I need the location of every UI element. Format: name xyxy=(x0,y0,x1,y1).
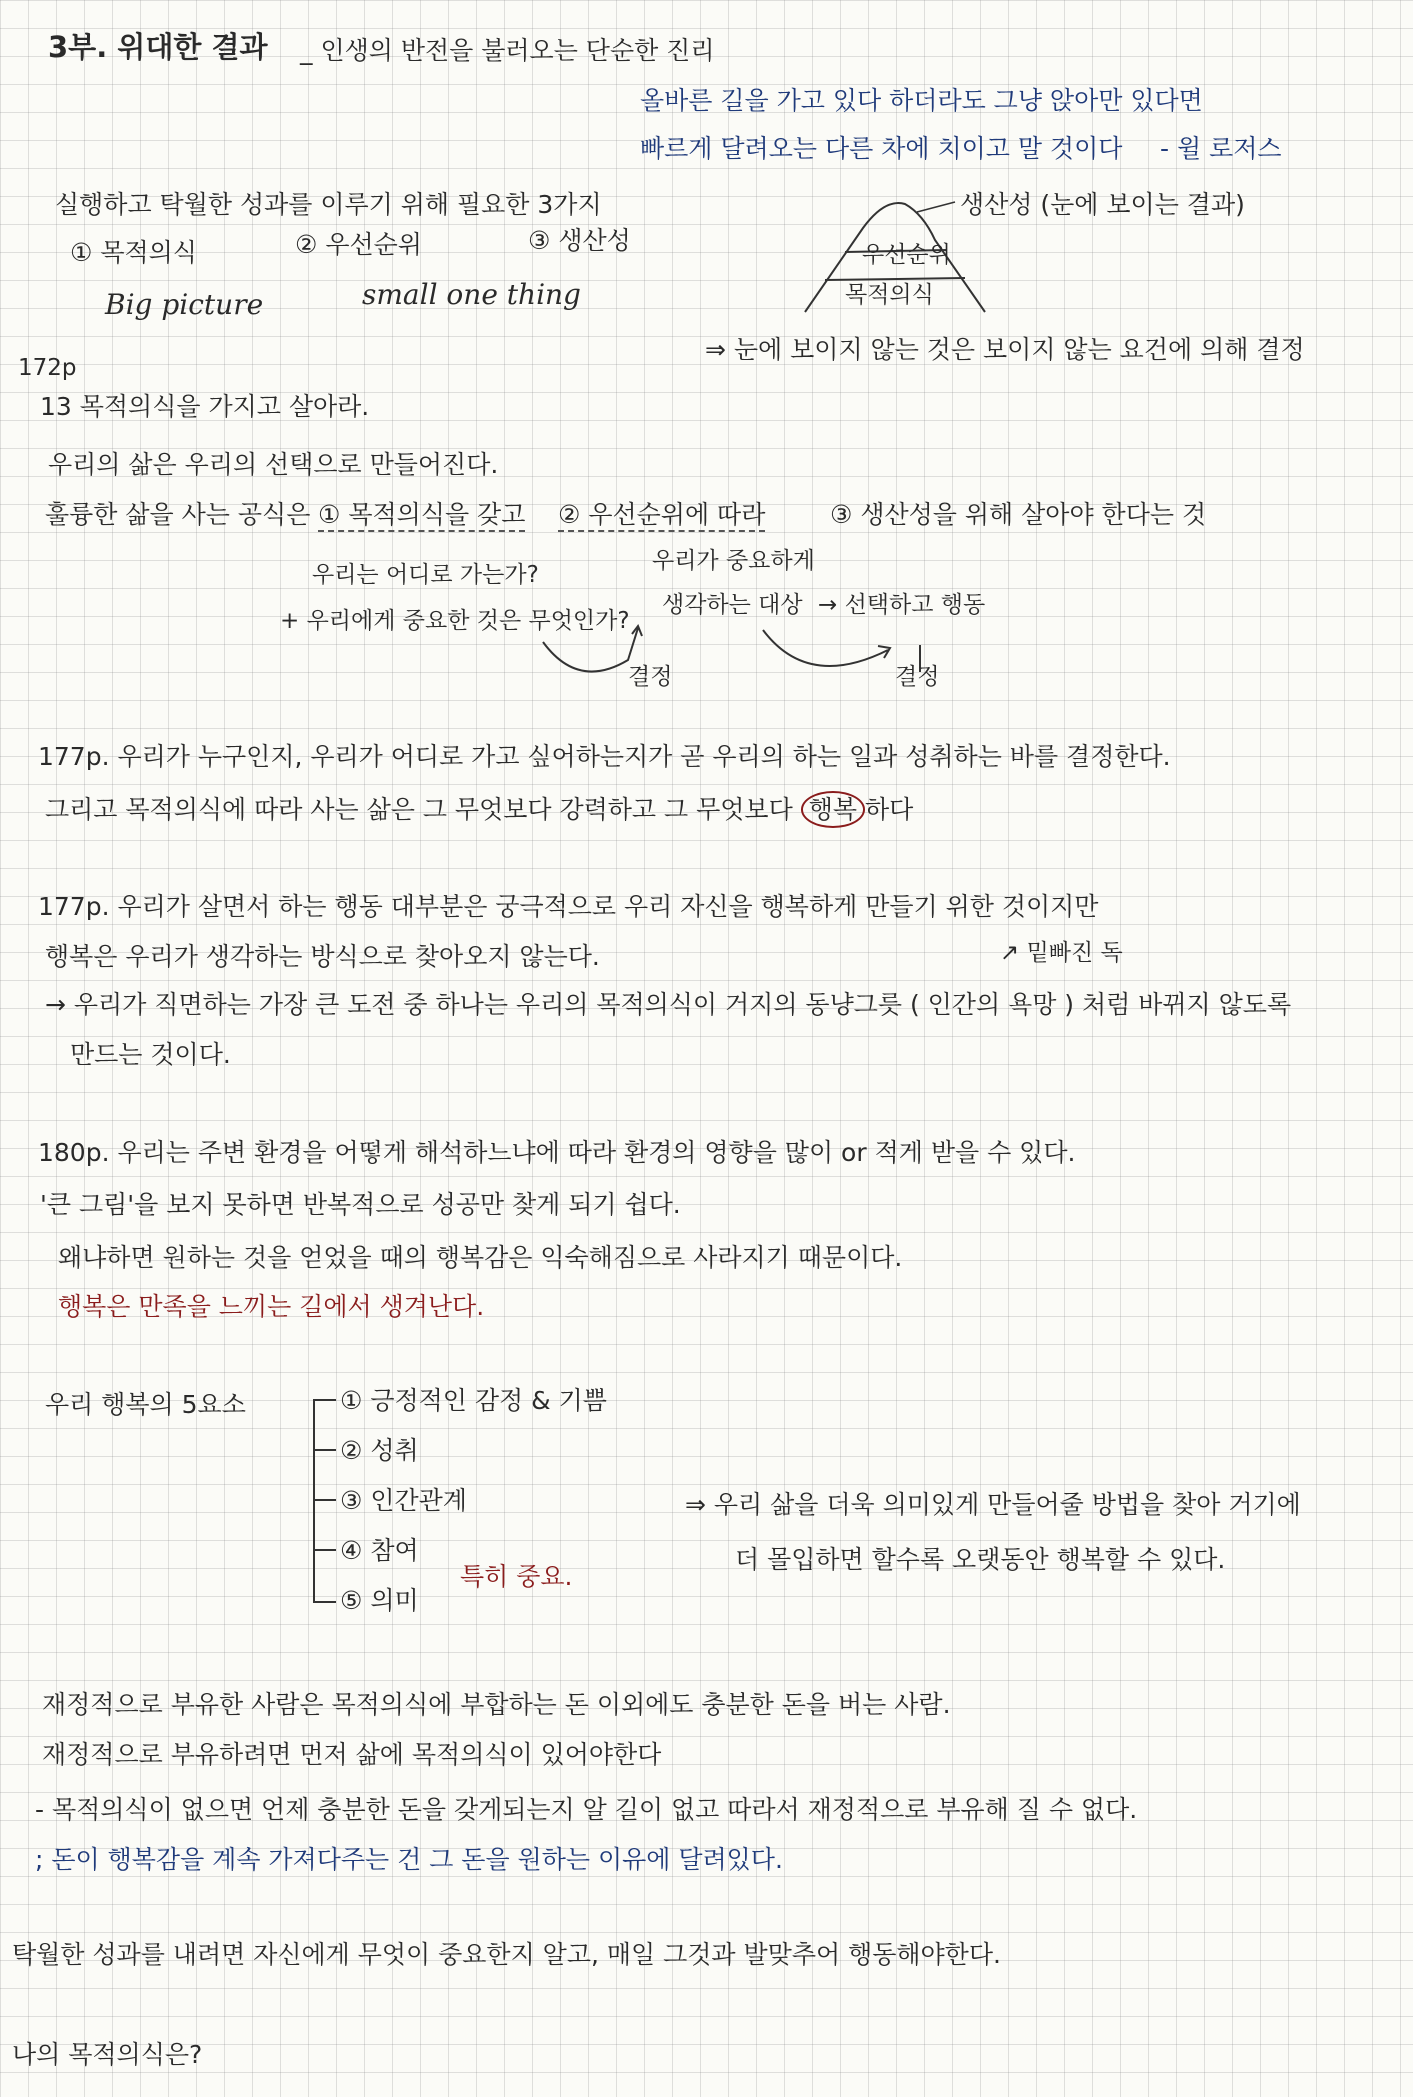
three-things-intro: 실행하고 탁월한 성과를 이루기 위해 필요한 3가지 xyxy=(55,190,602,219)
p177a-line-2 xyxy=(45,795,913,825)
p180-line-2: '큰 그림'을 보지 못하면 반복적으로 성공만 찾게 되기 쉽다. xyxy=(40,1190,681,1219)
happiness-emphasis: 특히 중요. xyxy=(460,1562,573,1591)
p177b-line-3: → 우리가 직면하는 가장 큰 도전 중 하나는 우리의 목적의식이 거지의 동냥그릇 ( 인간의 욕망 ) 처럼 바뀌지 않도록 xyxy=(45,990,1292,1019)
think-target: 생각하는 대상 xyxy=(662,592,803,618)
p177b-line-2: 행복은 우리가 생각하는 방식으로 찾아오지 않는다. xyxy=(45,942,600,971)
happiness-item-3: ③ 인간관계 xyxy=(340,1486,467,1515)
p177a-line-2-text: 그리고 목적의식에 따라 사는 삶은 그 무엇보다 강력하고 그 무엇보다 xyxy=(45,795,793,824)
choose-and-act: → 선택하고 행동 xyxy=(818,592,986,618)
quote-author: - 윌 로저스 xyxy=(1160,134,1282,163)
finance-line-3: - 목적의식이 없으면 언제 충분한 돈을 갖게되는지 알 길이 없고 따라서 재정적으로 부유해 질 수 없다. xyxy=(35,1795,1138,1824)
p177a-line-2-end: 하다 xyxy=(865,795,914,824)
happiness-item-2: ② 성취 xyxy=(340,1436,419,1465)
p180-line-1: 180p. 우리는 주변 환경을 어떻게 해석하느냐에 따라 환경의 영향을 많이 or 적게 받을 수 있다. xyxy=(38,1138,1076,1167)
question-2: + 우리에게 중요한 것은 무엇인가? xyxy=(280,608,630,634)
finance-line-2: 재정적으로 부유하려면 먼저 삶에 목적의식이 있어야한다 xyxy=(42,1740,662,1769)
mountain-conclusion: ⇒ 눈에 보이지 않는 것은 보이지 않는 요건에 의해 결정 xyxy=(705,335,1305,364)
three-things-item-3: ③ 생산성 xyxy=(528,226,631,255)
decide-label-1: 결정 xyxy=(628,664,673,690)
three-things-item-1: ① 목적의식 xyxy=(70,238,197,267)
finance-line-4: ; 돈이 행복감을 계속 가져다주는 건 그 돈을 원하는 이유에 달려있다. xyxy=(35,1845,783,1874)
happiness-result-1: ⇒ 우리 삶을 더욱 의미있게 만들어줄 방법을 찾아 거기에 xyxy=(685,1490,1301,1519)
happiness-bracket xyxy=(300,1398,340,1604)
closing-line-1: 탁월한 성과를 내려면 자신에게 무엇이 중요한지 알고, 매일 그것과 발맞추어 행동해야한다. xyxy=(12,1940,1001,1969)
section-13-line-1: 우리의 삶은 우리의 선택으로 만들어진다. xyxy=(48,450,499,479)
happiness-item-4: ④ 참여 xyxy=(340,1536,419,1565)
p177b-line-4: 만드는 것이다. xyxy=(70,1040,231,1069)
mountain-top-label: 생산성 (눈에 보이는 결과) xyxy=(960,190,1245,219)
decide-label-2: 결정 xyxy=(895,664,940,690)
formula-prefix: 훌륭한 삶을 사는 공식은 xyxy=(45,500,311,529)
section-13-heading: 13 목적의식을 가지고 살아라. xyxy=(40,392,370,421)
decision-arrows xyxy=(538,620,918,690)
three-things-note-1: Big picture xyxy=(105,288,264,321)
happiness-item-5: ⑤ 의미 xyxy=(340,1586,419,1615)
happiness-item-1: ① 긍정적인 감정 & 기쁨 xyxy=(340,1386,607,1415)
closing-question: 나의 목적의식은? xyxy=(12,2040,203,2069)
happiness-factors-label: 우리 행복의 5요소 xyxy=(45,1390,246,1419)
page-title: 3부. 위대한 결과 xyxy=(48,30,268,64)
formula-item-3: ③ 생산성을 위해 살아야 한다는 것 xyxy=(830,500,1207,529)
finance-line-1: 재정적으로 부유한 사람은 목적의식에 부합하는 돈 이외에도 충분한 돈을 버는 사람. xyxy=(42,1690,951,1719)
quote-line-1: 올바른 길을 가고 있다 하더라도 그냥 앉아만 있다면 xyxy=(640,86,1203,115)
p180-line-4: 행복은 만족을 느끼는 길에서 생겨난다. xyxy=(58,1292,485,1321)
happiness-result-2: 더 몰입하면 할수록 오랫동안 행복할 수 있다. xyxy=(735,1545,1226,1574)
formula-item-2: ② 우선순위에 따라 xyxy=(558,500,765,532)
three-things-item-2: ② 우선순위 xyxy=(295,230,422,259)
p177a-line-1: 177p. 우리가 누구인지, 우리가 어디로 가고 싶어하는지가 곧 우리의 하는 일과 성취하는 바를 결정한다. xyxy=(38,742,1171,771)
p180-line-3: 왜냐하면 원하는 것을 얻었을 때의 행복감은 익숙해짐으로 사라지기 때문이다. xyxy=(58,1243,903,1272)
three-things-note-2: small one thing xyxy=(362,278,581,311)
page-subtitle: _ 인생의 반전을 불러오는 단순한 진리 xyxy=(300,36,715,65)
page-number-172: 172p xyxy=(18,355,77,381)
happiness-circled-word: 행복 xyxy=(801,791,865,828)
mountain-mid-label: 우선순위 xyxy=(862,242,951,268)
mountain-base-label: 목적의식 xyxy=(845,282,934,308)
p177b-note: ↗ 밑빠진 독 xyxy=(1000,940,1123,966)
note-important: 우리가 중요하게 xyxy=(652,548,815,574)
question-1: 우리는 어디로 가는가? xyxy=(312,562,539,588)
formula-item-1: ① 목적의식을 갖고 xyxy=(318,500,525,532)
p177b-line-1: 177p. 우리가 살면서 하는 행동 대부분은 궁극적으로 우리 자신을 행복하게 만들기 위한 것이지만 xyxy=(38,892,1099,921)
quote-line-2: 빠르게 달려오는 다른 차에 치이고 말 것이다 xyxy=(640,134,1123,163)
